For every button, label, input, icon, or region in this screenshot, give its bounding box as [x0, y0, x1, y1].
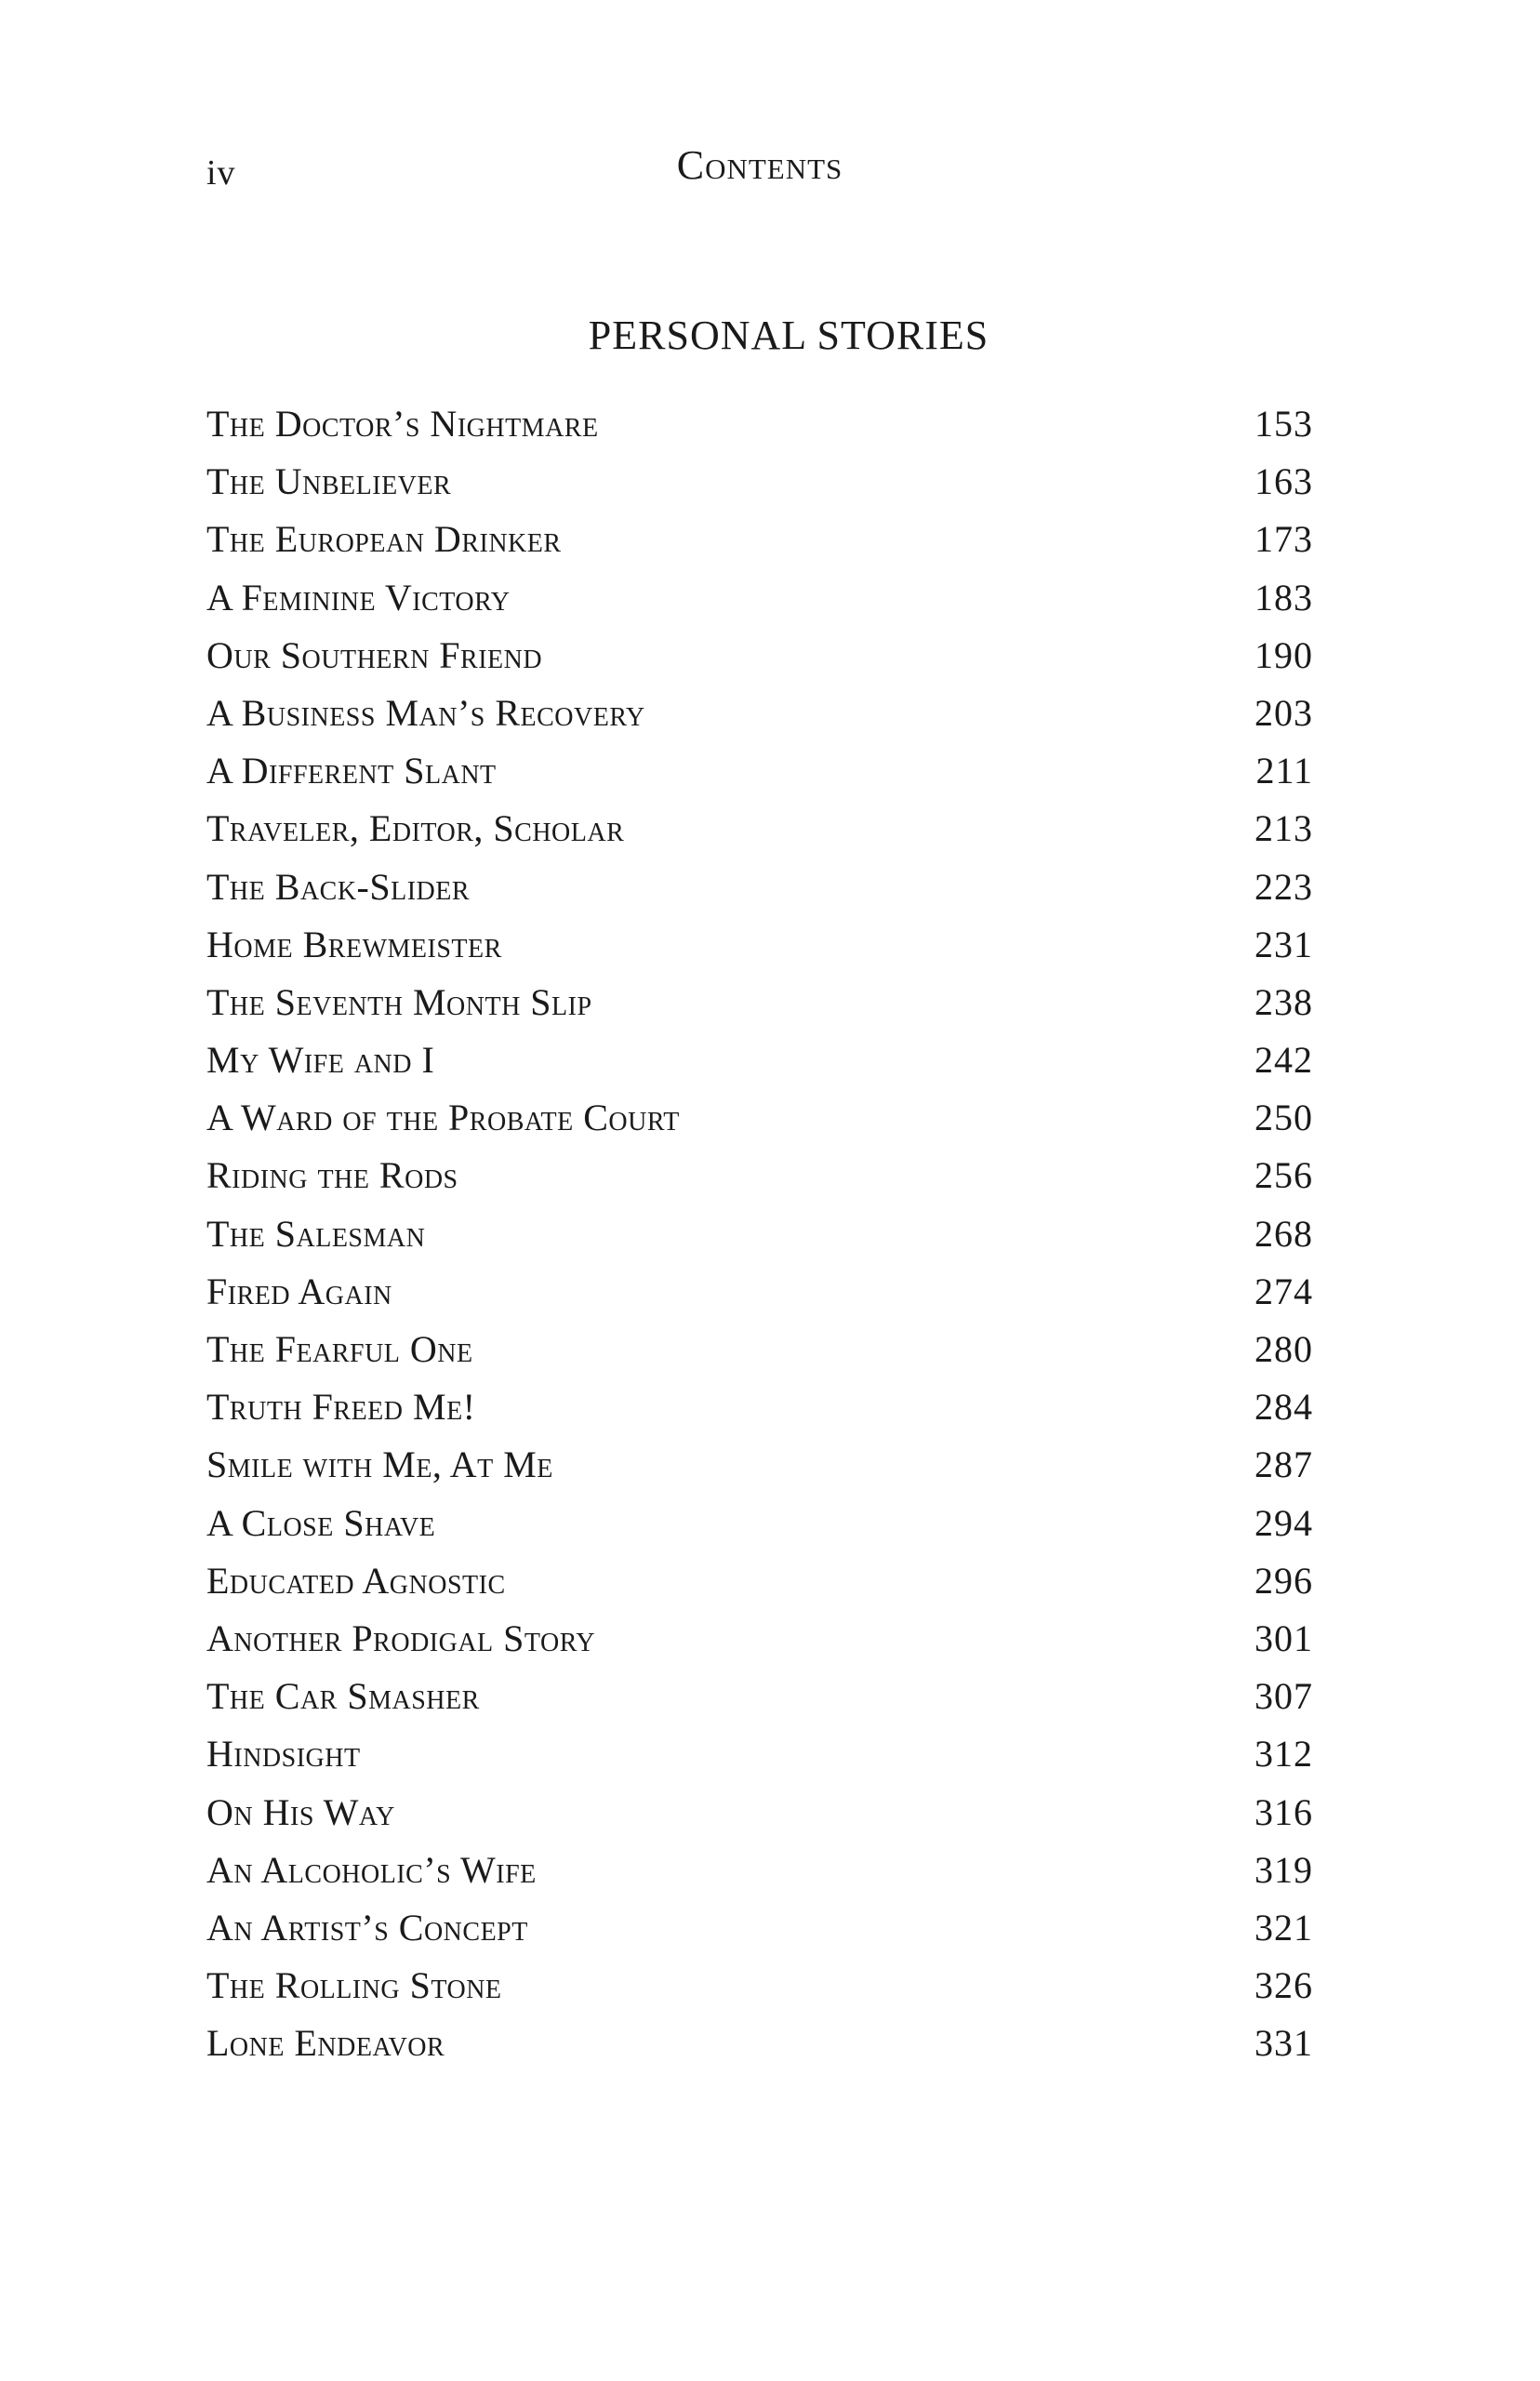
toc-entry-title: My Wife and I [206, 1039, 435, 1082]
toc-entry-title: The Rolling Stone [206, 1964, 502, 2007]
toc-entry-title: Hindsight [206, 1733, 361, 1776]
toc-entry [206, 1957, 1313, 2015]
toc-entry-title: Our Southern Friend [206, 633, 543, 676]
toc-entry-page: 211 [1255, 750, 1313, 792]
toc-entry-page: 321 [1255, 1906, 1313, 1949]
toc-entry-title: A Feminine Victory [206, 576, 511, 619]
toc-entry-title: The Fearful One [206, 1328, 473, 1370]
toc-entry [206, 1205, 1313, 1263]
toc-entry-page: 238 [1255, 980, 1313, 1023]
toc-entry-page: 203 [1255, 691, 1313, 734]
toc-entry-title: Smile with Me, At Me [206, 1443, 553, 1486]
toc-entry [206, 453, 1313, 511]
toc-entry [206, 1842, 1313, 1899]
toc-entry-title: A Close Shave [206, 1501, 436, 1544]
toc-entry-page: 274 [1255, 1270, 1313, 1312]
toc-entry [206, 1725, 1313, 1783]
toc-entry [206, 1552, 1313, 1610]
table-of-contents [206, 395, 1313, 2072]
toc-entry [206, 800, 1313, 858]
toc-entry-page: 280 [1255, 1328, 1313, 1370]
toc-entry-page: 287 [1255, 1443, 1313, 1486]
toc-entry-page: 312 [1255, 1733, 1313, 1776]
toc-entry-title: Truth Freed Me! [206, 1386, 476, 1429]
toc-entry [206, 1784, 1313, 1842]
toc-entry [206, 395, 1313, 453]
page-number: iv [206, 153, 236, 193]
toc-entry [206, 1321, 1313, 1378]
toc-entry-page: 294 [1255, 1501, 1313, 1544]
toc-entry-page: 316 [1255, 1790, 1313, 1833]
toc-entry-title: A Different Slant [206, 750, 497, 792]
toc-entry [206, 742, 1313, 800]
toc-entry-page: 307 [1255, 1675, 1313, 1718]
toc-entry [206, 2015, 1313, 2072]
toc-entry [206, 569, 1313, 627]
running-title: Contents [676, 142, 843, 188]
toc-entry-title: Traveler, Editor, Scholar [206, 807, 625, 850]
toc-entry-page: 268 [1255, 1212, 1313, 1255]
toc-entry-title: Lone Endeavor [206, 2022, 445, 2065]
toc-entry-page: 183 [1255, 576, 1313, 619]
toc-entry [206, 974, 1313, 1031]
toc-entry-title: Home Brewmeister [206, 923, 502, 965]
toc-entry-title: The Salesman [206, 1212, 426, 1255]
toc-entry-title: The Unbeliever [206, 460, 452, 503]
toc-entry [206, 627, 1313, 685]
toc-entry-title: Fired Again [206, 1270, 392, 1312]
toc-entry [206, 511, 1313, 568]
toc-entry [206, 1378, 1313, 1436]
toc-entry-title: The Seventh Month Slip [206, 980, 592, 1023]
toc-entry-title: Educated Agnostic [206, 1559, 506, 1602]
toc-entry [206, 916, 1313, 974]
toc-entry-title: Another Prodigal Story [206, 1616, 596, 1659]
toc-entry [206, 1899, 1313, 1957]
toc-entry-page: 301 [1255, 1616, 1313, 1659]
toc-entry-page: 319 [1255, 1848, 1313, 1891]
toc-entry-page: 256 [1255, 1154, 1313, 1197]
toc-entry [206, 858, 1313, 916]
toc-entry [206, 1089, 1313, 1147]
toc-entry-page: 326 [1255, 1964, 1313, 2007]
toc-entry-title: An Artist’s Concept [206, 1906, 528, 1949]
toc-entry-page: 153 [1255, 403, 1313, 445]
toc-entry-title: The Car Smasher [206, 1675, 480, 1718]
toc-entry-title: The Back-Slider [206, 865, 471, 908]
toc-entry [206, 1147, 1313, 1204]
toc-entry-title: The European Drinker [206, 518, 562, 561]
toc-entry-page: 242 [1255, 1039, 1313, 1082]
toc-entry [206, 1263, 1313, 1321]
toc-entry-title: An Alcoholic’s Wife [206, 1848, 537, 1891]
toc-entry-page: 213 [1255, 807, 1313, 850]
toc-entry [206, 1610, 1313, 1668]
toc-entry-page: 231 [1255, 923, 1313, 965]
toc-entry [206, 1436, 1313, 1494]
section-heading: PERSONAL STORIES [588, 312, 989, 358]
toc-entry-page: 163 [1255, 460, 1313, 503]
toc-entry-page: 223 [1255, 865, 1313, 908]
running-head [206, 141, 1313, 197]
toc-entry [206, 1031, 1313, 1089]
toc-entry [206, 1668, 1313, 1725]
toc-entry-page: 296 [1255, 1559, 1313, 1602]
toc-entry-page: 190 [1255, 633, 1313, 676]
toc-entry-title: A Business Man’s Recovery [206, 691, 645, 734]
toc-entry [206, 685, 1313, 742]
toc-entry [206, 1495, 1313, 1552]
toc-entry-title: On His Way [206, 1790, 395, 1833]
toc-entry-page: 173 [1255, 518, 1313, 561]
toc-entry-title: A Ward of the Probate Court [206, 1097, 680, 1139]
toc-entry-page: 331 [1255, 2022, 1313, 2065]
toc-entry-title: Riding the Rods [206, 1154, 458, 1197]
toc-entry-page: 284 [1255, 1386, 1313, 1429]
toc-entry-title: The Doctor’s Nightmare [206, 403, 599, 445]
toc-entry-page: 250 [1255, 1097, 1313, 1139]
